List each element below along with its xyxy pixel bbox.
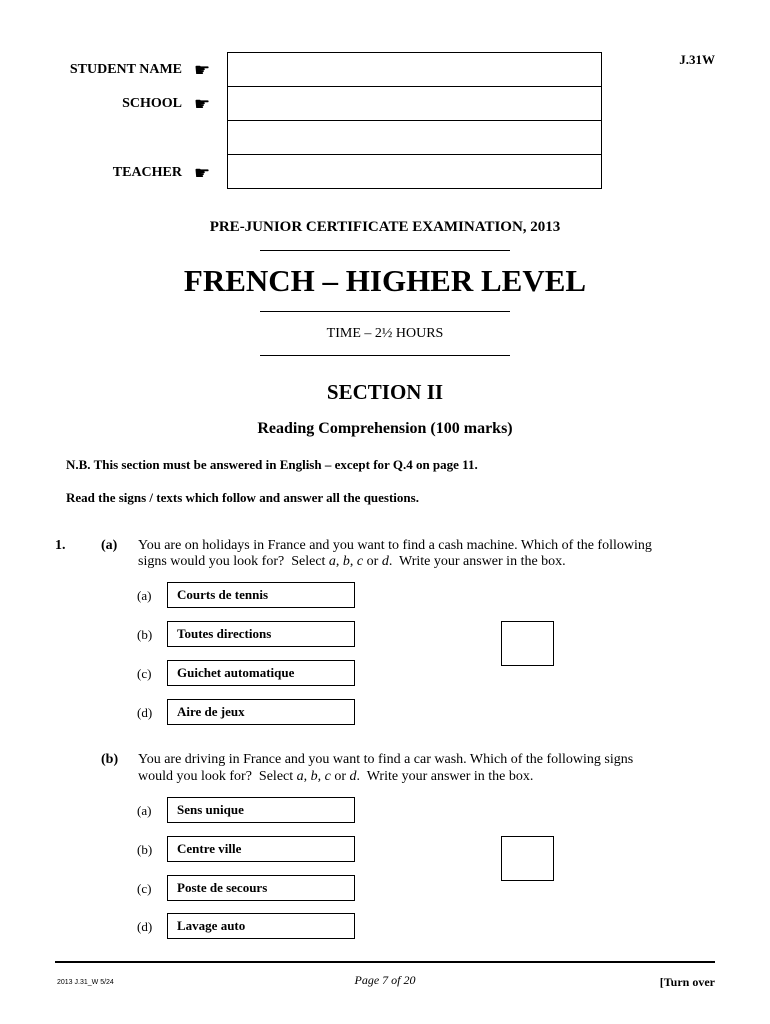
answer-box-b[interactable]	[501, 836, 554, 881]
turn-over: [Turn over	[659, 975, 715, 989]
sign-option: Toutes directions	[167, 621, 355, 647]
option-label: (c)	[137, 666, 152, 681]
time-allowed: TIME – 2½ HOURS	[326, 326, 444, 341]
option-label: (d)	[137, 705, 153, 720]
student-name-field[interactable]	[228, 53, 601, 87]
student-details-grid	[227, 52, 602, 189]
option-label: (a)	[137, 803, 152, 818]
sign-option: Sens unique	[167, 797, 355, 823]
divider	[260, 311, 510, 312]
teacher-field[interactable]	[228, 155, 601, 188]
sign-option: Centre ville	[167, 836, 355, 862]
student-name-label: STUDENT NAME	[69, 62, 182, 77]
sign-option: Lavage auto	[167, 913, 355, 939]
question-number: 1.	[55, 538, 66, 553]
sign-option: Poste de secours	[167, 875, 355, 901]
divider	[260, 250, 510, 251]
school-label: SCHOOL	[122, 96, 182, 111]
section-title: SECTION II	[326, 380, 444, 404]
part-a-label: (a)	[101, 538, 118, 553]
teacher-label: TEACHER	[112, 165, 182, 180]
sign-option: Guichet automatique	[167, 660, 355, 686]
sign-option: Aire de jeux	[167, 699, 355, 725]
subject-title: FRENCH – HIGHER LEVEL	[183, 263, 587, 298]
part-a-text-line2: signs would you look for? Select a, b, c or d. Write your answer in the box.	[138, 554, 566, 569]
answer-box-a[interactable]	[501, 621, 554, 666]
part-b-text-line2: would you look for? Select a, b, c or d. Write your answer in the box.	[138, 769, 534, 784]
exam-title: PRE-JUNIOR CERTIFICATE EXAMINATION, 2013	[209, 219, 561, 235]
footer-code: 2013 J.31_W 5/24	[57, 979, 114, 986]
divider	[260, 355, 510, 356]
section-subtitle: Reading Comprehension (100 marks)	[257, 420, 513, 437]
option-label: (b)	[137, 842, 153, 857]
option-label: (d)	[137, 919, 153, 934]
option-label: (b)	[137, 627, 153, 642]
page-number: Page 7 of 20	[354, 973, 416, 987]
part-b-text-line1: You are driving in France and you want to find a car wash. Which of the following signs	[138, 752, 634, 767]
sign-option: Courts de tennis	[167, 582, 355, 608]
part-a-text-line1: You are on holidays in France and you want to find a cash machine. Which of the following	[138, 538, 652, 553]
school-field[interactable]	[228, 87, 601, 121]
nb-note: N.B. This section must be answered in English – except for Q.4 on page 11.	[66, 457, 478, 472]
pointing-hand-icon: ☛	[194, 94, 211, 114]
footer-rule	[55, 961, 715, 963]
pointing-hand-icon: ☛	[194, 163, 211, 183]
school-field-extra[interactable]	[228, 121, 601, 155]
option-label: (a)	[137, 588, 152, 603]
paper-code: J.31W	[679, 52, 715, 67]
instruction-note: Read the signs / texts which follow and answer all the questions.	[66, 490, 419, 505]
pointing-hand-icon: ☛	[194, 60, 211, 80]
option-label: (c)	[137, 881, 152, 896]
part-b-label: (b)	[101, 752, 119, 767]
